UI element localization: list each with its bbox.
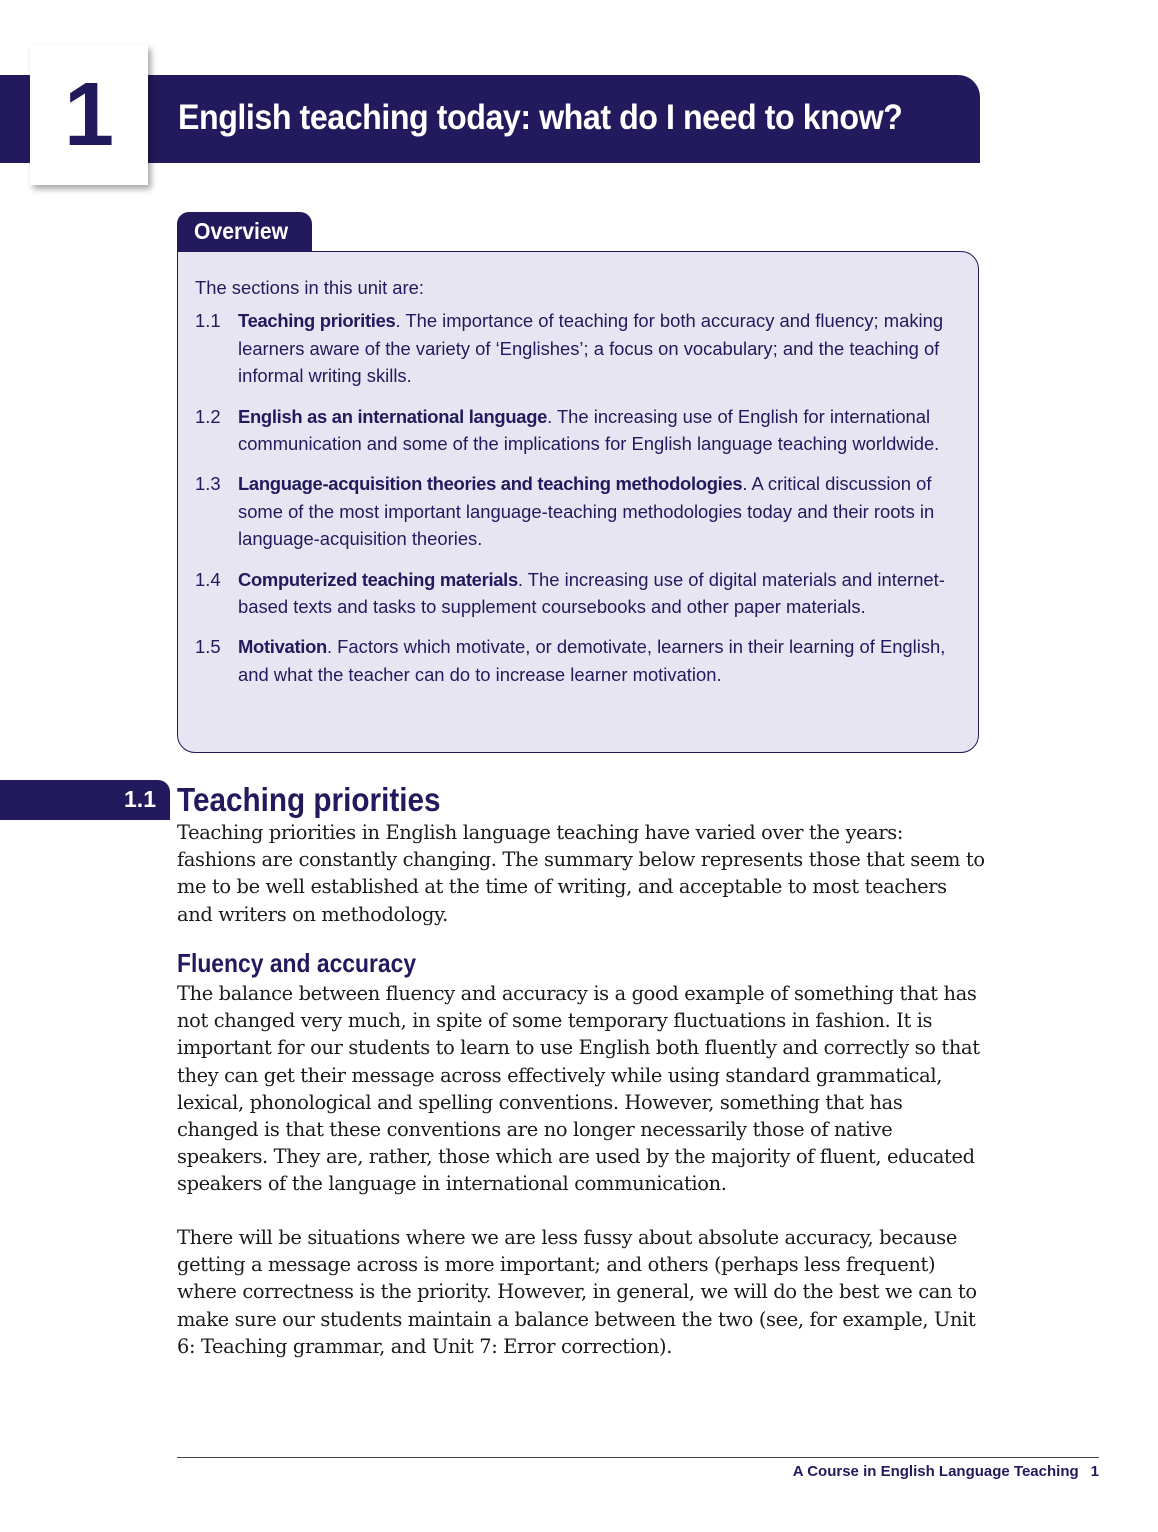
unit-number: 1 <box>63 65 115 165</box>
overview-item-number: 1.3 <box>195 473 221 495</box>
overview-intro: The sections in this unit are: <box>195 277 424 298</box>
body-paragraph: There will be situations where we are less fussy about absolute accuracy, because getting a message across is more important; and others (perhaps less frequent) where correctness is the priority. However, in general, we will do the best we can to make sure our students maintain a balance between the two (see, for example, Unit 6: Teaching grammar, and Unit 7: Error correction). <box>177 1226 977 1358</box>
overview-item-text <box>238 566 962 621</box>
footer-page-number: 1 <box>1090 1463 1099 1480</box>
unit-title: English teaching today: what do I need to know? <box>178 98 903 137</box>
unit-number-box <box>30 45 148 185</box>
page-footer <box>793 1463 1099 1480</box>
footer-book-title: A Course in English Language Teaching <box>792 1463 1079 1480</box>
overview-item <box>195 307 962 389</box>
section-intro-paragraph: Teaching priorities in English language teaching have varied over the years: fashions are constantly changing. The summary below represents those that seem to me to be well established at the time of writing, and acceptable to most teachers and writers on methodology. <box>177 821 985 926</box>
overview-item-title: Language-acquisition theories and teaching methodologies <box>238 473 743 495</box>
overview-item-text <box>238 633 962 688</box>
overview-item-text <box>238 403 962 458</box>
overview-box <box>177 251 979 753</box>
overview-item-title: Motivation <box>238 636 327 658</box>
overview-item-number: 1.1 <box>195 310 221 332</box>
body-paragraph: The balance between fluency and accuracy is a good example of something that has not changed very much, in spite of some temporary fluctuations in fashion. It is important for our students to learn to use English both fluently and correctly so that they can get their message across effectively while using standard grammatical, lexical, phonological and spelling conventions. However, something that has changed is that these conventions are no longer necessarily those of native speakers. They are, rather, those which are used by the majority of fluent, educated speakers of the language in international communication. <box>177 982 980 1196</box>
overview-item-number: 1.5 <box>195 636 221 658</box>
section-title: Teaching priorities <box>177 781 441 818</box>
overview-item-description: . Factors which motivate, or demotivate, learners in their learning of English, and what the teacher can do to increase learner motivation. <box>238 636 946 685</box>
overview-item-description: . The increasing use of digital materials and internet-based texts and tasks to supplement coursebooks and other paper materials. <box>238 568 945 618</box>
overview-item <box>195 403 962 458</box>
overview-item-text <box>238 307 962 389</box>
subheading: Fluency and accuracy <box>177 948 417 978</box>
overview-item <box>195 470 962 552</box>
overview-item-title: English as an international language <box>238 405 548 427</box>
overview-item-title: Computerized teaching materials <box>238 568 518 590</box>
overview-item <box>195 566 962 621</box>
section-number: 1.1 <box>124 786 156 812</box>
overview-label: Overview <box>194 218 289 244</box>
section-number-band <box>0 780 170 820</box>
overview-item-description: . The increasing use of English for international communication and some of the implications for English language teaching worldwide. <box>238 405 940 455</box>
overview-item-description: . A critical discussion of some of the most important language-teaching methodologies today and their roots in language-acquisition theories. <box>238 473 935 550</box>
overview-item-number: 1.2 <box>195 405 221 427</box>
overview-item-title: Teaching priorities <box>238 310 396 332</box>
overview-item <box>195 633 962 688</box>
overview-item-text <box>238 470 962 552</box>
footer-rule <box>177 1457 1099 1458</box>
overview-item-number: 1.4 <box>195 568 221 590</box>
overview-tab <box>177 212 312 252</box>
overview-item-description: . The importance of teaching for both accuracy and fluency; making learners aware of the variety of ‘Englishes’; a focus on vocabulary; and the teaching of informal writing skills. <box>238 310 944 387</box>
